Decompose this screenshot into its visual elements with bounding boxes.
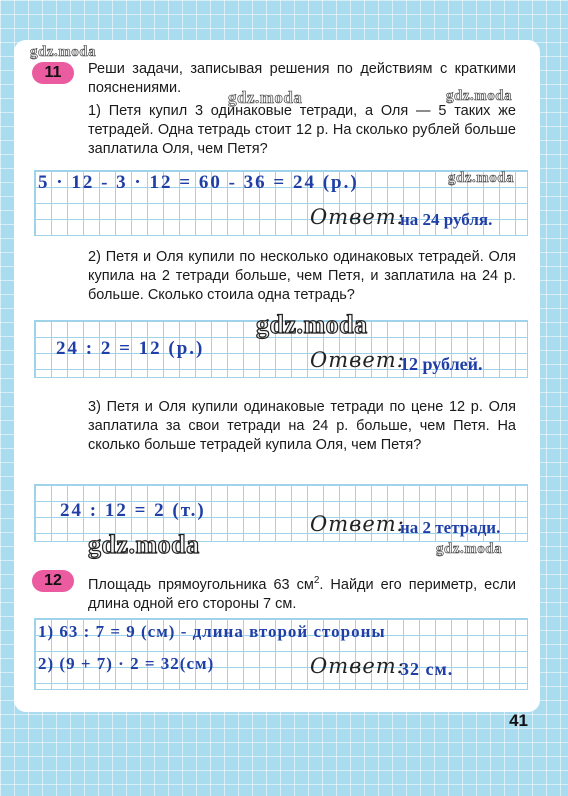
answer-label: Ответ:	[310, 348, 405, 372]
task-12-text-b: . Найди его периметр, если длина одной его стороны 7 см.	[88, 576, 516, 612]
page-number: 41	[509, 711, 528, 730]
watermark: gdz.moda	[88, 530, 200, 559]
task-12-text-a: Площадь прямоугольника 63 см	[88, 576, 314, 593]
problem-3-text: 3) Петя и Оля купили одинаковые тетради по цене 12 р. Оля заплатила за свои тетради на 24 р. больше, чем Петя. На сколько больше тетрадей купила Оля, чем Петя?	[88, 399, 516, 453]
watermark: gdz.moda	[256, 310, 368, 339]
task-12-badge: 12	[32, 570, 74, 592]
problem-2-answer: 12 рублей.	[400, 354, 483, 374]
problem-3-solution: 24 : 12 = 2 (т.)	[60, 500, 206, 521]
task-12-text	[88, 571, 516, 614]
problem-1-text: 1) Петя купил 3 одинаковые тетради, а Оля — 5 таких же тетрадей. Одна тетрадь стоит 12 р. На сколько рублей больше заплатила Оля, чем Петя?	[88, 103, 516, 157]
watermark: gdz.moda	[228, 88, 303, 107]
task-11-intro: Реши задачи, записывая решения по действиям с краткими пояснениями.	[88, 61, 516, 96]
task-11-badge: 11	[32, 62, 74, 84]
problem-1-answer: на 24 рубля.	[400, 210, 493, 229]
problem-2-solution: 24 : 2 = 12 (р.)	[56, 338, 205, 359]
task-12-superscript: 2	[313, 575, 320, 586]
problem-1-solution: 5 · 12 - 3 · 12 = 60 - 36 = 24 (р.)	[38, 172, 359, 193]
watermark: gdz.moda	[436, 541, 503, 557]
problem-2-text: 2) Петя и Оля купили по несколько одинаковых тетрадей. Оля купила на 2 тетради больше, чем Петя, и заплатила на 24 р. больше. Сколько стоила одна тетрадь?	[88, 249, 516, 303]
task-12-line-1: 1) 63 : 7 = 9 (см) - длина второй стороны	[38, 622, 386, 641]
task-12-line-2: 2) (9 + 7) · 2 = 32(см)	[38, 654, 215, 673]
watermark: gdz.moda	[448, 170, 515, 186]
problem-3-answer: на 2 тетради.	[400, 518, 501, 537]
answer-label: Ответ:	[310, 205, 405, 229]
task-12-answer: 32 см.	[400, 659, 454, 679]
watermark: gdz.moda	[30, 44, 97, 60]
watermark: gdz.moda	[446, 88, 513, 104]
answer-label: Ответ:	[310, 512, 405, 536]
answer-label: Ответ:	[310, 654, 405, 678]
